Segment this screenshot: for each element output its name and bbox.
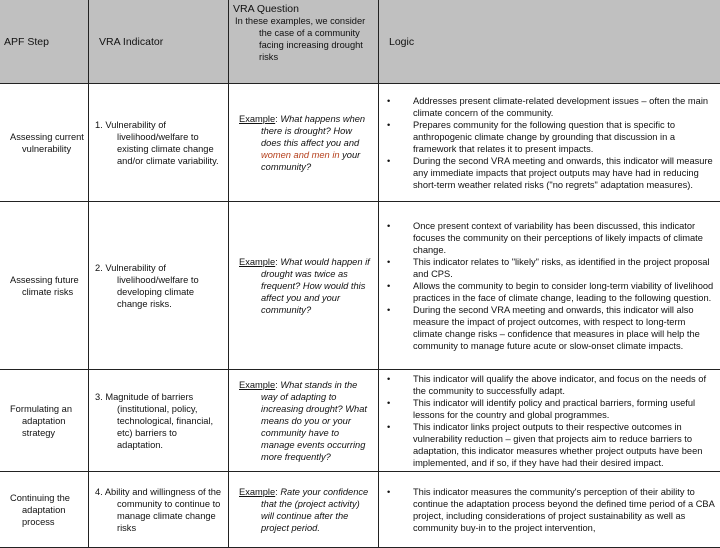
apf-step: Formulating an adaptation strategy [4,403,84,439]
header-logic: Logic [379,0,720,84]
logic-list [383,373,716,469]
question-text: What happens when there is drought? How does this affect you and [261,114,365,148]
header-vra-question: VRA Question [233,3,374,15]
apf-step: Assessing current vulnerability [4,131,84,155]
table-row [0,370,720,472]
logic-list [383,486,716,534]
question-highlight: women and men in [261,150,340,160]
logic-item: • Allows the community to begin to consider long-term viability of livelihood practices in the face of climate change, leading to the following question. [383,280,716,304]
table-row [0,472,720,548]
vra-question: Example: What would happen if drought was twice as frequent? How would this affect you and your community? [233,256,374,316]
vra-indicator: 2. Vulnerability of livelihood/welfare to developing climate change risks. [89,202,229,370]
logic-item: • During the second VRA meeting and onwards, this indicator will measure any immediate impacts that project outputs may have had in reducing short-term weather related risks ("no regrets" adaptation measures). [383,155,716,191]
logic-item: • This indicator relates to "likely" risks, as identified in the project proposal and CPS. [383,256,716,280]
header-vra-indicator: VRA Indicator [89,0,229,84]
table-row [0,202,720,370]
question-text: What stands in the way of adapting to increasing drought? What means do you or your community have to manage events occurring more frequently? [261,380,367,462]
example-label: Example [239,257,275,267]
header-apf-step: APF Step [0,0,89,84]
logic-item: • During the second VRA meeting and onwards, this indicator will also measure the impact of project outcomes, with respect to long-term climate change risks – confidence that measures in place will help the community to manage future acute or slow-onset climate impacts. [383,304,716,352]
table-row [0,84,720,202]
logic-list [383,95,716,191]
apf-step: Continuing the adaptation process [4,492,84,528]
logic-list [383,220,716,352]
example-label: Example [239,487,275,497]
question-text: What would happen if drought was twice as frequent? How would this affect you and your community? [261,257,370,315]
logic-item: • Addresses present climate-related development issues – often the main climate concern of the community. [383,95,716,119]
vra-question: Example: What stands in the way of adapting to increasing drought? What means do you or your community have to manage events occurring more frequently? [233,379,374,463]
vra-indicator: 1. Vulnerability of livelihood/welfare to existing climate change and/or climate variability. [89,84,229,202]
example-label: Example [239,380,275,390]
logic-item: • This indicator will identify policy and practical barriers, forming useful lessons for the country and global programmes. [383,397,716,421]
question-text: Rate your confidence that the (project activity) will continue after the project period. [261,487,368,533]
vra-indicator: 3. Magnitude of barriers (institutional, policy, technological, financial, etc) barriers to adaptation. [89,370,229,472]
header-row [0,0,720,84]
logic-item: • This indicator links project outputs to their respective outcomes in vulnerability reduction – given that projects aim to reduce barriers to adaptation, this indicator measures whether project outputs have been implemented, and if so, if they have had their desired impact. [383,421,716,469]
example-label: Example [239,114,275,124]
vra-question: Example: Rate your confidence that the (project activity) will continue after the project period. [233,486,374,534]
logic-item: • Prepares community for the following question that is specific to anthropogenic climate change by grounding that discussion in a framework that relates it to present impacts. [383,119,716,155]
logic-item: • This indicator measures the community's perception of their ability to continue the adaptation process beyond the defined time period of a CBA project, including considerations of project sustainability as well as community buy-in to the project intervention, [383,486,716,534]
apf-step: Assessing future climate risks [4,274,84,298]
question-text-end: your community? [261,150,360,172]
vra-question: Example: What happens when there is drought? How does this affect you and women and men in your community? [233,113,374,173]
header-vra-question-note: In these examples, we consider the case of a community facing increasing drought risks [233,15,374,63]
vra-indicator: 4. Ability and willingness of the community to continue to manage climate change risks [89,472,229,548]
logic-item: • This indicator will qualify the above indicator, and focus on the needs of the community to successfully adapt. [383,373,716,397]
logic-item: • Once present context of variability has been discussed, this indicator focuses the community on their perceptions of likely impacts of climate change. [383,220,716,256]
